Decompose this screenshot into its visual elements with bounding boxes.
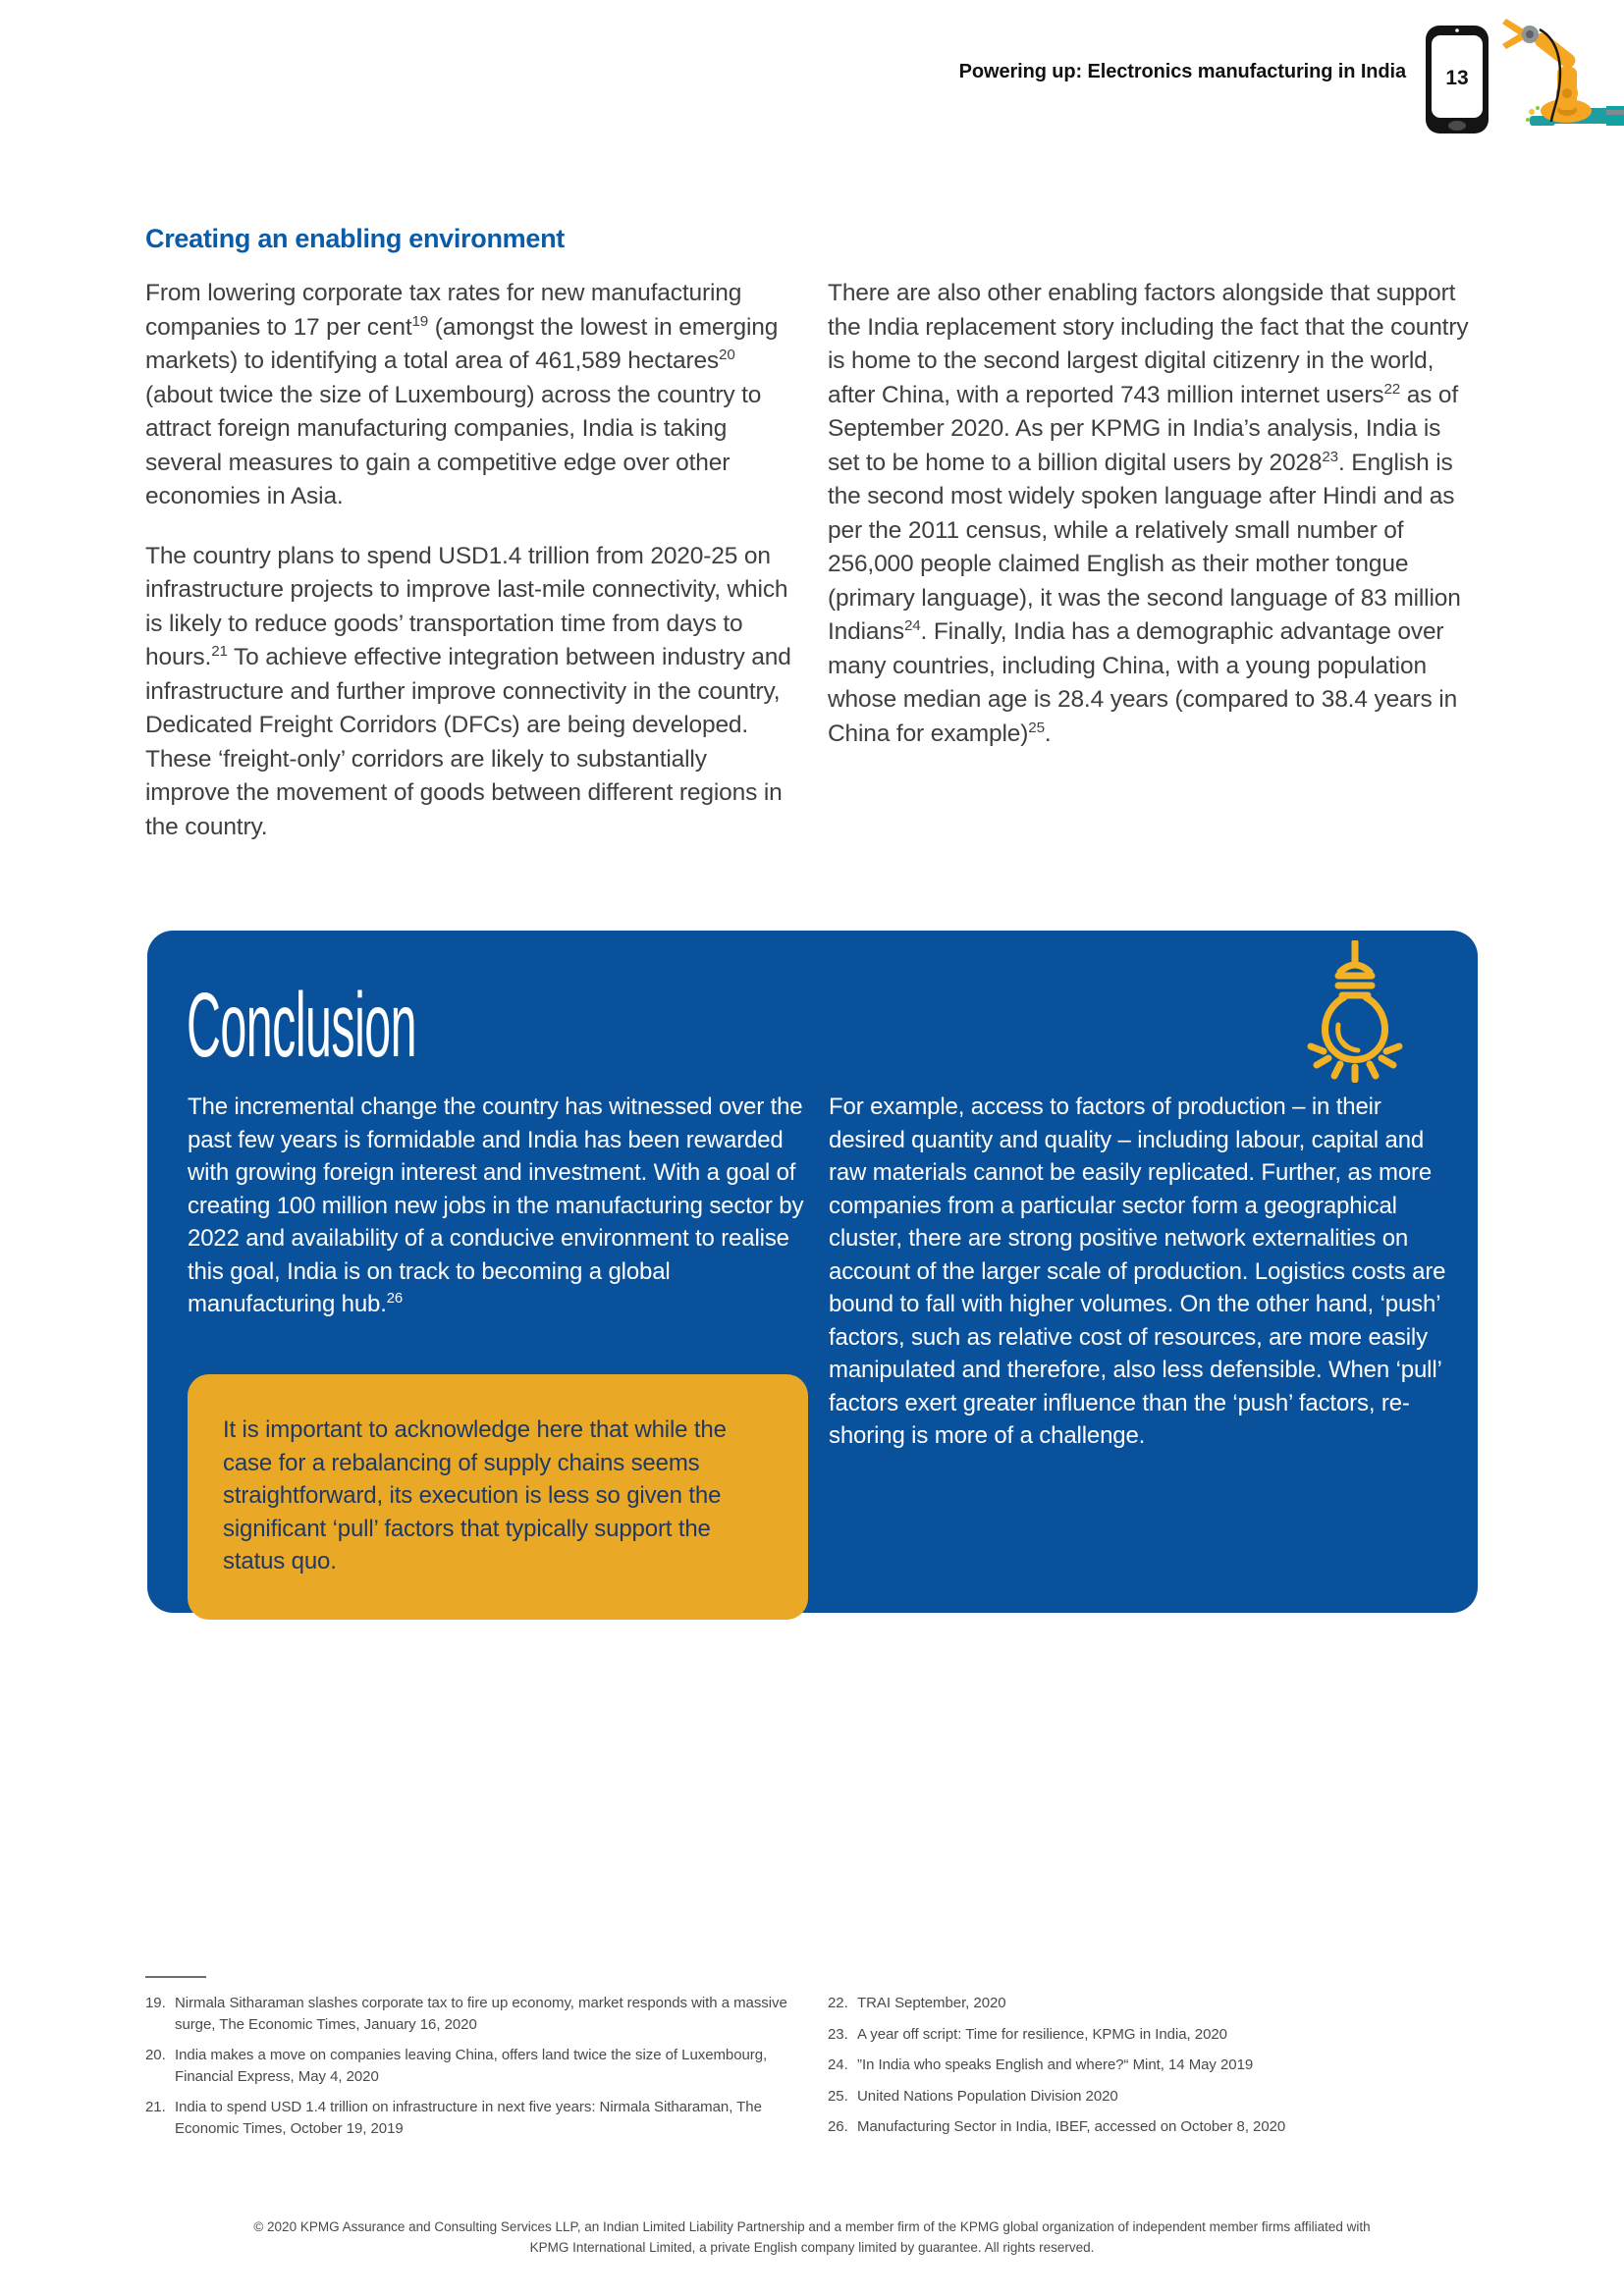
footnote-item xyxy=(145,2045,805,2087)
footnote-number: 26. xyxy=(828,2118,848,2135)
footnote-text: ”In India who speaks English and where?“ Mint, 14 May 2019 xyxy=(857,2056,1254,2073)
footnote-divider xyxy=(145,1976,206,1978)
page-number: 13 xyxy=(1445,67,1469,89)
footnote-number: 21. xyxy=(145,2099,166,2115)
conclusion-panel xyxy=(147,931,1478,1613)
hanging-lightbulb-icon xyxy=(1281,940,1429,1083)
conclusion-column-right xyxy=(829,1091,1457,1453)
footnote-number: 23. xyxy=(828,2025,848,2043)
footnote-column-right xyxy=(828,1993,1488,2148)
footnote-text: India makes a move on companies leaving China, offers land twice the size of Luxembourg, Financial Express, May 4, 2020 xyxy=(175,2047,768,2085)
footnote-number: 19. xyxy=(145,1995,166,2011)
running-head-title: Powering up: Electronics manufacturing in India xyxy=(958,61,1406,82)
footnote-text: A year off script: Time for resilience, KPMG in India, 2020 xyxy=(857,2025,1227,2043)
conclusion-heading: Conclusion xyxy=(187,974,417,1076)
paragraph: For example, access to factors of production – in their desired quantity and quality – including labour, capital and raw materials cannot be easily replicated. Further, as more companies from a particular sector form a geographical cluster, there are strong positive network externalities on account of the larger scale of production. Logistics costs are bound to fall with higher volumes. On the other hand, ‘push’ factors, such as relative cost of resources, are more easily manipulated and therefore, also less defensible. When ‘pull’ factors exert greater influence than the ‘push’ factors, re-shoring is more of a challenge. xyxy=(829,1094,1446,1449)
footnote-item xyxy=(145,2097,805,2139)
footnote-item xyxy=(828,2024,1488,2046)
callout-box xyxy=(188,1374,808,1620)
footnote-item xyxy=(828,2055,1488,2076)
smartphone-robot-arm-illustration xyxy=(1414,0,1624,137)
copyright-line-1: © 2020 KPMG Assurance and Consulting Services LLP, an Indian Limited Liability Partnership and a member firm of the KPMG global organization of independent member firms affiliated with xyxy=(253,2219,1371,2234)
page-header xyxy=(0,0,1624,147)
footnote-text: India to spend USD 1.4 trillion on infrastructure in next five years: Nirmala Sitharaman, The Economic Times, October 19, 2019 xyxy=(175,2099,762,2137)
footnote-text: United Nations Population Division 2020 xyxy=(857,2087,1118,2105)
footnote-column-left xyxy=(145,1993,805,2149)
body-column-right xyxy=(828,277,1476,776)
paragraph: There are also other enabling factors alongside that support the India replacement story including the fact that the country is home to the second largest digital citizenry in the world, after China, with a reported 743 million internet users$^{22}$ as of September 2020. As per KPMG in India’s analysis, India is set to be home to a billion digital users by 2028$^{23}$. English is the second most widely spoken language after Hindi and as per the 2011 census, while a relatively small number of 256,000 people claimed English as their mother tongue (primary language), it was the second language of 83 million Indians$^{24}$. Finally, India has a demographic advantage over many countries, including China, with a young population whose median age is 28.4 years (compared to 38.4 years in China for example)$^{25}$. xyxy=(828,280,1469,747)
copyright-line-2: KPMG International Limited, a private English company limited by guarantee. All rights reserved. xyxy=(529,2240,1095,2255)
paragraph: The incremental change the country has witnessed over the past few years is formidable and India has been rewarded with growing foreign interest and investment. With a goal of creating 100 million new jobs in the manufacturing sector by 2022 and availability of a conducive environment to realise this goal, India is on track to becoming a global manufacturing hub.$^{26}$ xyxy=(188,1094,804,1317)
footnote-text: TRAI September, 2020 xyxy=(857,1995,1006,2011)
footnote-item xyxy=(828,2116,1488,2138)
footnote-item xyxy=(145,1993,805,2035)
conclusion-column-left xyxy=(188,1091,811,1321)
footnote-text: Manufacturing Sector in India, IBEF, accessed on October 8, 2020 xyxy=(857,2118,1286,2135)
copyright-footer xyxy=(0,2216,1624,2258)
footnote-text: Nirmala Sitharaman slashes corporate tax to fire up economy, market responds with a massive surge, The Economic Times, January 16, 2020 xyxy=(175,1995,787,2033)
body-column-left xyxy=(145,277,793,870)
callout-text: It is important to acknowledge here that while the case for a rebalancing of supply chains seems straightforward, its execution is less so given the significant ‘pull’ factors that typically support the status quo. xyxy=(223,1416,727,1575)
footnote-number: 20. xyxy=(145,2047,166,2063)
footnote-item xyxy=(828,1993,1488,2014)
footnote-number: 25. xyxy=(828,2087,848,2105)
footnote-number: 24. xyxy=(828,2056,848,2073)
paragraph: From lowering corporate tax rates for new manufacturing companies to 17 per cent$^{19}$ (amongst the lowest in emerging markets) to identifying a total area of 461,589 hectares$^{20}$ (about twice the size of Luxembourg) across the country to attract foreign manufacturing companies, India is taking several measures to gain a competitive edge over other economies in Asia. xyxy=(145,280,779,509)
paragraph: The country plans to spend USD1.4 trillion from 2020-25 on infrastructure projects to improve last-mile connectivity, which is likely to reduce goods’ transportation time from days to hours.$^{21}$ To achieve effective integration between industry and infrastructure and further improve connectivity in the country, Dedicated Freight Corridors (DFCs) are being developed. These ‘freight-only’ corridors are likely to substantially improve the movement of goods between different regions in the country. xyxy=(145,542,791,840)
footnote-item xyxy=(828,2086,1488,2108)
page-title: Creating an enabling environment xyxy=(145,224,565,253)
footnote-number: 22. xyxy=(828,1995,848,2011)
